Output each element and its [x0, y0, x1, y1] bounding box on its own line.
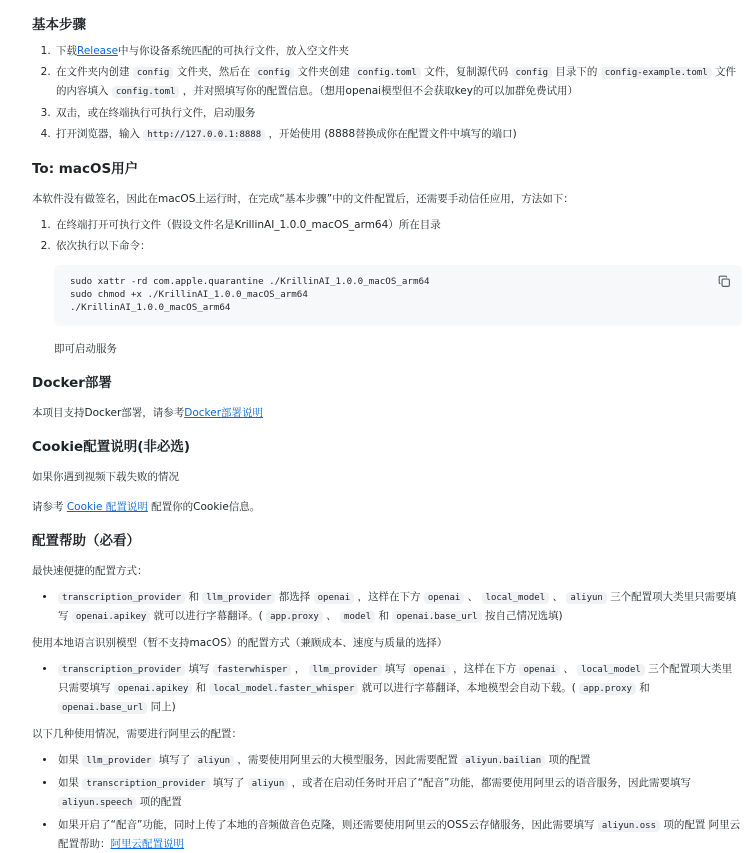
inline-code: openai.apikey [114, 683, 192, 695]
inline-text: 下载 [56, 45, 77, 57]
inline-text: 就可以进行字幕翻译。( [150, 610, 267, 622]
inline-text: ，需要使用阿里云的大模型服务，因此需要配置 [234, 754, 462, 766]
inline-code: openai [424, 592, 465, 604]
inline-code: config.toml [353, 67, 421, 79]
inline-code: app.proxy [579, 683, 636, 695]
inline-text: 按自己情况选填) [481, 610, 563, 622]
inline-text: 如果 [58, 754, 83, 766]
inline-text: 文件的内容填入 [56, 66, 737, 97]
cookie-line2 [32, 498, 742, 516]
inline-text: 、 [464, 591, 482, 603]
inline-text: 、 [549, 591, 567, 603]
aliyun-config-item [56, 751, 742, 770]
inline-code: openai.base_url [58, 702, 147, 714]
inline-text: 、 [322, 610, 341, 622]
macos-code-block [54, 265, 742, 326]
inline-text: 和 [192, 682, 210, 694]
inline-code: openai.apikey [72, 611, 150, 623]
heading-basic-steps: 基本步骤 [32, 17, 86, 33]
inline-code: config [254, 67, 295, 79]
inline-code: local_model [577, 664, 645, 676]
inline-text: 、 [559, 663, 578, 675]
inline-text: 填写 [185, 663, 213, 675]
inline-text: 和 [635, 682, 650, 694]
macos-step-item [54, 237, 742, 255]
macos-step-item [54, 216, 742, 234]
inline-code: aliyun.speech [58, 797, 136, 809]
inline-text: 项的配置 阿里云配置帮助： [58, 819, 741, 850]
inline-text: ，这样在下方 [449, 663, 520, 675]
inline-text: 填写 [381, 663, 410, 675]
code-line: sudo xattr -rd com.apple.quarantine ./KrillinAI_1.0.0_macOS_arm64 [70, 276, 430, 287]
inline-text: 三个配置项大类里只需要填写 [58, 591, 737, 622]
inline-code: aliyun.bailian [461, 755, 545, 767]
inline-text: 都选择 [275, 591, 314, 603]
inline-code: aliyun [194, 755, 235, 767]
docker-text [32, 404, 742, 422]
heading-cookie: Cookie配置说明(非必选) [32, 439, 191, 455]
heading-macos: To: macOS用户 [32, 161, 139, 177]
inline-code: local_model [482, 592, 550, 604]
code-line: ./KrillinAI_1.0.0_macOS_arm64 [70, 302, 231, 313]
basic-step-item [54, 42, 742, 60]
aliyun-config-item [56, 774, 742, 812]
fast-config-list [32, 588, 742, 626]
inline-code: transcription_provider [58, 664, 185, 676]
inline-text: 如果 [58, 777, 83, 789]
inline-link[interactable]: 阿里云配置说明 [110, 838, 184, 850]
inline-text: 文件，复制源代码 [420, 66, 512, 78]
aliyun-config-list [32, 751, 742, 853]
inline-code: aliyun.oss [598, 820, 660, 832]
inline-text: ，或者在启动任务时开启了“配音”功能，都需要使用阿里云的语音服务，因此需要填写 [288, 777, 691, 789]
macos-intro: 本软件没有做签名，因此在macOS上运行时，在完成“基本步骤”中的文件配置后，还需要手动信任应用，方法如下： [32, 193, 574, 205]
inline-code: openai.base_url [392, 611, 481, 623]
code-line: sudo chmod +x ./KrillinAI_1.0.0_macOS_arm64 [70, 289, 308, 300]
inline-text: 三个配置项大类里只需要填写 [58, 663, 733, 694]
basic-step-item [54, 125, 742, 144]
inline-code: transcription_provider [58, 592, 185, 604]
basic-steps-list [32, 42, 742, 144]
inline-text: 依次执行以下命令： [56, 240, 151, 252]
inline-code: openai [519, 664, 560, 676]
copy-code-button[interactable] [716, 273, 732, 289]
inline-code: openai [314, 592, 355, 604]
inline-text: 就可以进行字幕翻译，本地模型会自动下载。( [358, 682, 580, 694]
inline-text: 项的配置 [136, 796, 182, 808]
basic-step-item [54, 104, 742, 122]
inline-text: 填写了 [155, 754, 194, 766]
fast-config-title: 最快速便捷的配置方式： [32, 565, 148, 577]
inline-text: ，并对照填写你的配置信息。（想用openai模型但不会获取key的可以加群免费试用） [179, 85, 578, 97]
heading-docker: Docker部署 [32, 375, 112, 391]
inline-text: 项的配置 [545, 754, 591, 766]
cookie-guide-link[interactable]: Cookie 配置说明 [66, 501, 148, 513]
inline-text: 和 [185, 591, 203, 603]
inline-code: llm_provider [82, 755, 155, 767]
inline-code: config [512, 67, 553, 79]
inline-code: fasterwhisper [213, 664, 291, 676]
inline-code: config.toml [112, 86, 180, 98]
inline-text: ，开始使用 (8888替换成你在配置文件中填写的端口) [265, 128, 517, 140]
aliyun-config-item [56, 816, 742, 853]
inline-text: 如果开启了“配音”功能，同时上传了本地的音频做音色克隆，则还需要使用阿里云的OSS云存储服务，因此需要填写 [58, 819, 598, 831]
inline-text: 双击，或在终端执行可执行文件，启动服务 [56, 107, 256, 119]
inline-code: local_model.faster_whisper [209, 683, 358, 695]
inline-code: aliyun [248, 778, 289, 790]
heading-config-help: 配置帮助（必看） [32, 533, 140, 549]
cookie-line1: 如果你遇到视频下载失败的情况 [32, 471, 179, 483]
inline-text: 在文件夹内创建 [56, 66, 133, 78]
inline-code: openai [409, 664, 450, 676]
local-config-item [56, 660, 742, 717]
inline-text: 中与你设备系统匹配的可执行文件，放入空文件夹 [118, 45, 350, 57]
inline-text: 填写了 [209, 777, 248, 789]
docker-text-prefix: 本项目支持Docker部署，请参考 [32, 407, 185, 419]
inline-text: ， [291, 663, 309, 675]
docker-guide-link[interactable]: Docker部署说明 [184, 407, 264, 419]
inline-code: transcription_provider [82, 778, 209, 790]
local-config-title: 使用本地语言识别模型（暂不支持macOS）的配置方式（兼顾成本、速度与质量的选择） [32, 637, 448, 649]
fast-config-item [56, 588, 742, 626]
inline-code: aliyun [566, 592, 607, 604]
inline-text: 文件夹，然后在 [173, 66, 254, 78]
aliyun-config-title: 以下几种使用情况，需要进行阿里云的配置： [32, 728, 242, 740]
macos-steps-list [32, 216, 742, 255]
basic-step-item [54, 63, 742, 101]
inline-code: config-example.toml [601, 67, 712, 79]
copy-icon [718, 275, 731, 288]
inline-text: 在终端打开可执行文件（假设文件名是KrillinAI_1.0.0_macOS_arm64）所在目录 [56, 219, 441, 231]
inline-code: model [340, 611, 375, 623]
local-config-list [32, 660, 742, 717]
cookie-line2-prefix: 请参考 [32, 501, 67, 513]
inline-text: 文件夹创建 [294, 66, 354, 78]
inline-code: llm_provider [309, 664, 382, 676]
inline-text: 同上) [147, 701, 176, 713]
inline-text: 和 [375, 610, 393, 622]
macos-after-text: 即可启动服务 [54, 343, 117, 355]
inline-code: llm_provider [202, 592, 275, 604]
inline-text: ，这样在下方 [354, 591, 424, 603]
cookie-line2-suffix: 配置你的Cookie信息。 [147, 501, 261, 513]
inline-text: 目录下的 [552, 66, 601, 78]
inline-code: http://127.0.0.1:8888 [143, 129, 265, 141]
inline-code: app.proxy [266, 611, 323, 623]
inline-link[interactable]: Release [77, 45, 119, 57]
inline-text: 打开浏览器，输入 [56, 128, 144, 140]
inline-code: config [133, 67, 174, 79]
